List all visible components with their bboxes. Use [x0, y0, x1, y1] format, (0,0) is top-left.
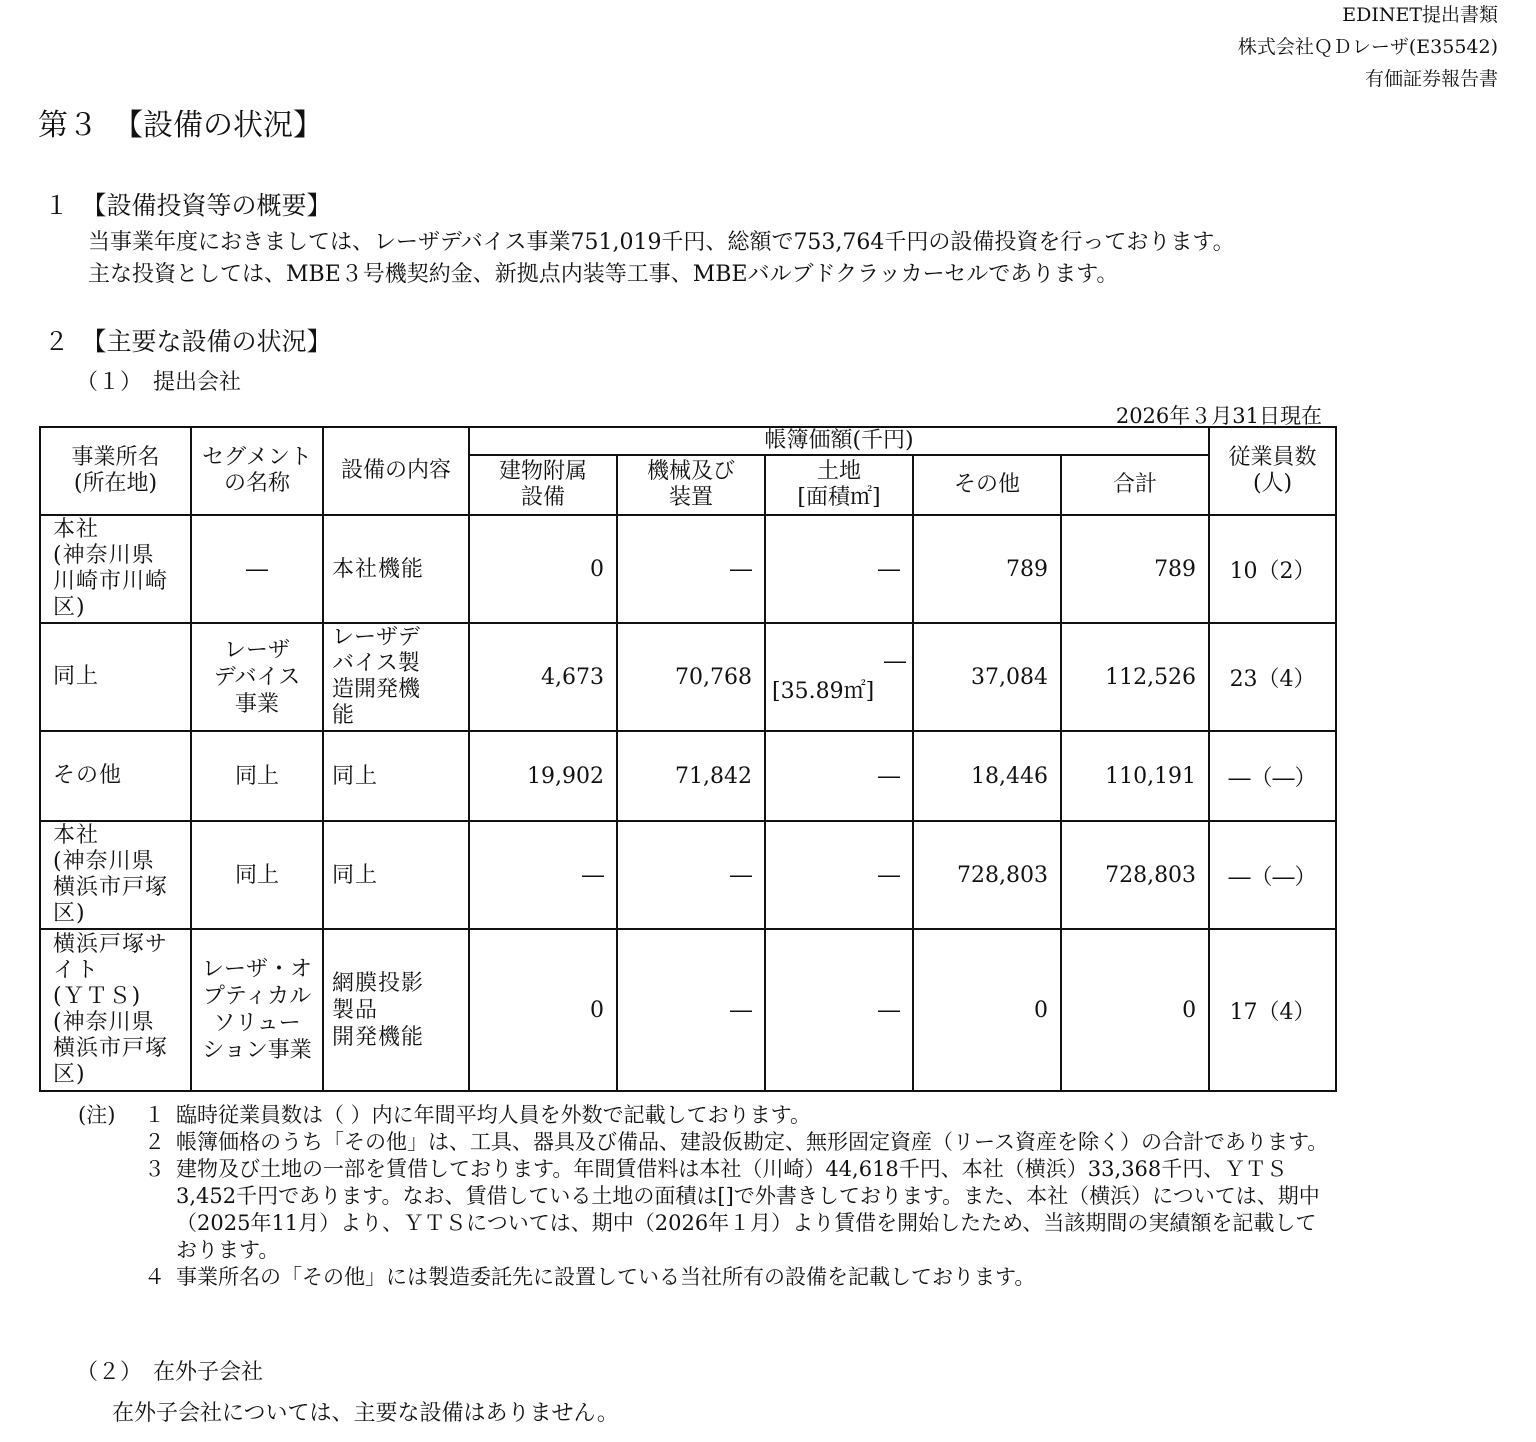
subsection1-heading: （１） 提出会社 — [76, 370, 242, 395]
col-header-machinery: 機械及び 装置 — [617, 455, 765, 515]
land-cell: ― — [765, 731, 913, 821]
col-header-total: 合計 — [1061, 455, 1209, 515]
land-cell: ― — [765, 515, 913, 623]
office-cell: その他 — [40, 731, 191, 821]
col-header-land: 土地 [面積㎡] — [765, 455, 913, 515]
note-number: １ — [144, 1103, 165, 1127]
section1-para1: 当事業年度におきましては、レーザデバイス事業751,019千円、総額で753,764千円の設備投資を行っております。 — [88, 230, 1235, 255]
segment-cell: 同上 — [191, 821, 323, 929]
other-cell: 18,446 — [913, 731, 1061, 821]
buildings-cell: 0 — [469, 515, 617, 623]
employees-cell: ―（―） — [1209, 821, 1336, 929]
note-number: ３ — [144, 1157, 165, 1181]
machinery-cell: ― — [617, 929, 765, 1091]
segment-cell: レーザ デバイス 事業 — [191, 623, 323, 731]
buildings-cell: 0 — [469, 929, 617, 1091]
total-cell: 0 — [1061, 929, 1209, 1091]
notes-label: (注) — [78, 1103, 116, 1127]
other-cell: 728,803 — [913, 821, 1061, 929]
note-number: ４ — [144, 1265, 165, 1289]
col-header-book-value: 帳簿価額(千円) — [469, 427, 1209, 455]
land-cell — [765, 623, 913, 731]
buildings-cell: 19,902 — [469, 731, 617, 821]
land-cell: ― — [765, 929, 913, 1091]
note-item — [78, 1156, 1336, 1264]
content-cell: 同上 — [323, 731, 469, 821]
segment-cell: レーザ・オ プティカル ソリュー ション事業 — [191, 929, 323, 1091]
segment-cell: ― — [191, 515, 323, 623]
office-cell: 本社 (神奈川県 横浜市戸塚 区) — [40, 821, 191, 929]
table-row — [40, 929, 1336, 1091]
note-item — [78, 1264, 1336, 1291]
subsection2-text: 在外子会社については、主要な設備はありません。 — [112, 1401, 619, 1426]
employees-cell: 17（4） — [1209, 929, 1336, 1091]
table-row — [40, 623, 1336, 731]
content-cell: 網膜投影 製品 開発機能 — [323, 929, 469, 1091]
segment-cell: 同上 — [191, 731, 323, 821]
other-cell: 37,084 — [913, 623, 1061, 731]
section1-para2: 主な投資としては、MBE３号機契約金、新拠点内装等工事、MBEバルブドクラッカーセルであります。 — [88, 262, 1119, 287]
office-cell: 同上 — [40, 623, 191, 731]
land-area: [35.89㎡] — [772, 679, 875, 704]
employees-cell: 10（2） — [1209, 515, 1336, 623]
content-cell: 本社機能 — [323, 515, 469, 623]
buildings-cell: ― — [469, 821, 617, 929]
content-cell: レーザデ バイス製 造開発機 能 — [323, 623, 469, 731]
company-label: 株式会社ＱＤレーザ(E35542) — [1237, 36, 1498, 58]
note-text: 帳簿価格のうち「その他」は、工具、器具及び備品、建設仮勘定、無形固定資産（リース資産を除く）の合計であります。 — [176, 1130, 1329, 1154]
table-header-row-1 — [40, 427, 1336, 455]
machinery-cell: ― — [617, 821, 765, 929]
col-header-office: 事業所名 (所在地) — [40, 427, 191, 515]
table-row — [40, 821, 1336, 929]
note-text: 建物及び土地の一部を賃借しております。年間賃借料は本社（川崎）44,618千円、本社（横浜）33,368千円、ＹＴＳ3,452千円であります。なお、賃借している土地の面積は[]で外書きしております。また、本社（横浜）については、期中（2025年11月）より、ＹＴＳについては、期中（2026年１月）より賃借を開始したため、当該期間の実績額を記載しております。 — [176, 1157, 1320, 1262]
land-value: ― — [884, 649, 906, 674]
col-header-buildings: 建物附属 設備 — [469, 455, 617, 515]
table-row — [40, 515, 1336, 623]
total-cell: 789 — [1061, 515, 1209, 623]
machinery-cell: ― — [617, 515, 765, 623]
machinery-cell: 71,842 — [617, 731, 765, 821]
col-header-segment: セグメント の名称 — [191, 427, 323, 515]
machinery-cell: 70,768 — [617, 623, 765, 731]
total-cell: 728,803 — [1061, 821, 1209, 929]
col-header-content: 設備の内容 — [323, 427, 469, 515]
content-cell: 同上 — [323, 821, 469, 929]
office-cell: 横浜戸塚サ イト (ＹＴＳ) (神奈川県 横浜市戸塚 区) — [40, 929, 191, 1091]
other-cell: 0 — [913, 929, 1061, 1091]
note-item — [78, 1102, 1336, 1129]
section1-heading: １ 【設備投資等の概要】 — [44, 191, 332, 220]
land-cell: ― — [765, 821, 913, 929]
section2-heading: ２ 【主要な設備の状況】 — [44, 327, 332, 356]
note-number: ２ — [144, 1130, 165, 1154]
page-title: 第３ 【設備の状況】 — [38, 108, 323, 143]
note-text: 臨時従業員数は（ ）内に年間平均人員を外数で記載しております。 — [176, 1103, 811, 1127]
table-notes — [78, 1102, 1336, 1291]
note-text: 事業所名の「その他」には製造委託先に設置している当社所有の設備を記載しております。 — [176, 1265, 1036, 1289]
employees-cell: ―（―） — [1209, 731, 1336, 821]
doc-type-label: EDINET提出書類 — [1342, 4, 1498, 26]
buildings-cell: 4,673 — [469, 623, 617, 731]
report-type-label: 有価証券報告書 — [1364, 68, 1498, 90]
as-of-date: 2026年３月31日現在 — [1115, 404, 1322, 428]
total-cell: 110,191 — [1061, 731, 1209, 821]
note-item — [78, 1129, 1336, 1156]
other-cell: 789 — [913, 515, 1061, 623]
col-header-employees: 従業員数 (人) — [1209, 427, 1336, 515]
subsection2-heading: （２） 在外子会社 — [76, 1360, 264, 1385]
employees-cell: 23（4） — [1209, 623, 1336, 731]
facilities-table — [39, 426, 1337, 1092]
office-cell: 本社 (神奈川県 川崎市川崎 区) — [40, 515, 191, 623]
total-cell: 112,526 — [1061, 623, 1209, 731]
table-row — [40, 731, 1336, 821]
col-header-other: その他 — [913, 455, 1061, 515]
